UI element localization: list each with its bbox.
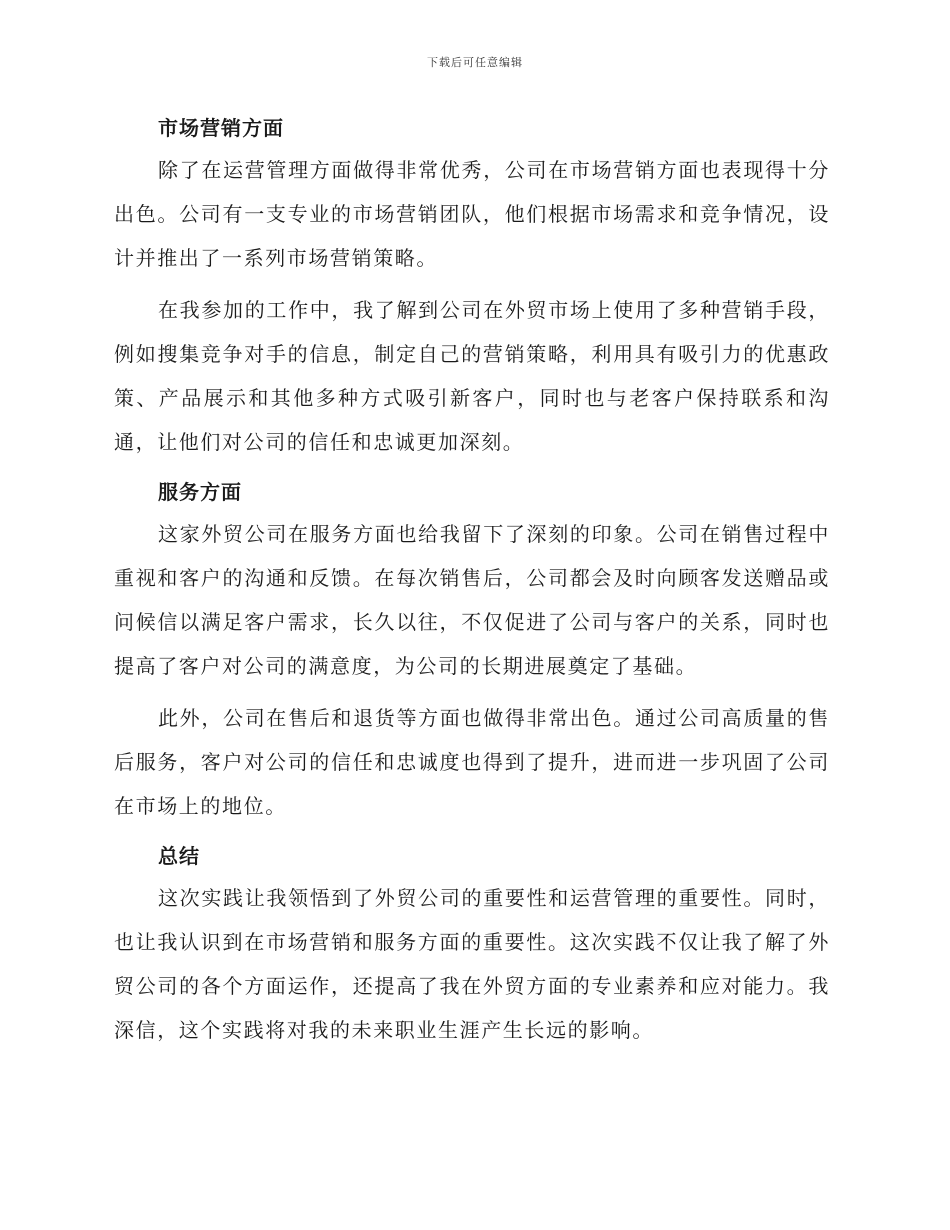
paragraph: 这家外贸公司在服务方面也给我留下了深刻的印象。公司在销售过程中重视和客户的沟通和反馈。在每次销售后，公司都会及时向顾客发送赠品或问候信以满足客户需求，长久以往，不仅促进了公司与客户的关系，同时也提高了客户对公司的满意度，为公司的长期进展奠定了基础。 xyxy=(114,522,830,678)
section-heading-service: 服务方面 xyxy=(158,480,242,504)
section-heading-summary: 总结 xyxy=(158,844,200,868)
paragraph: 此外，公司在售后和退货等方面也做得非常出色。通过公司高质量的售后服务，客户对公司的信任和忠诚度也得到了提升，进而进一步巩固了公司在市场上的地位。 xyxy=(114,706,830,818)
section-heading-marketing: 市场营销方面 xyxy=(158,116,284,140)
paragraph: 这次实践让我领悟到了外贸公司的重要性和运营管理的重要性。同时，也让我认识到在市场营销和服务方面的重要性。这次实践不仅让我了解了外贸公司的各个方面运作，还提高了我在外贸方面的专业素养和应对能力。我深信，这个实践将对我的未来职业生涯产生长远的影响。 xyxy=(114,886,830,1042)
page-header: 下载后可任意编辑 xyxy=(427,56,523,69)
document-body xyxy=(114,108,830,1060)
paragraph: 在我参加的工作中，我了解到公司在外贸市场上使用了多种营销手段，例如搜集竞争对手的信息，制定自己的营销策略，利用具有吸引力的优惠政策、产品展示和其他多种方式吸引新客户，同时也与老客户保持联系和沟通，让他们对公司的信任和忠诚更加深刻。 xyxy=(114,298,830,454)
paragraph: 除了在运营管理方面做得非常优秀，公司在市场营销方面也表现得十分出色。公司有一支专业的市场营销团队，他们根据市场需求和竞争情况，设计并推出了一系列市场营销策略。 xyxy=(114,158,830,270)
